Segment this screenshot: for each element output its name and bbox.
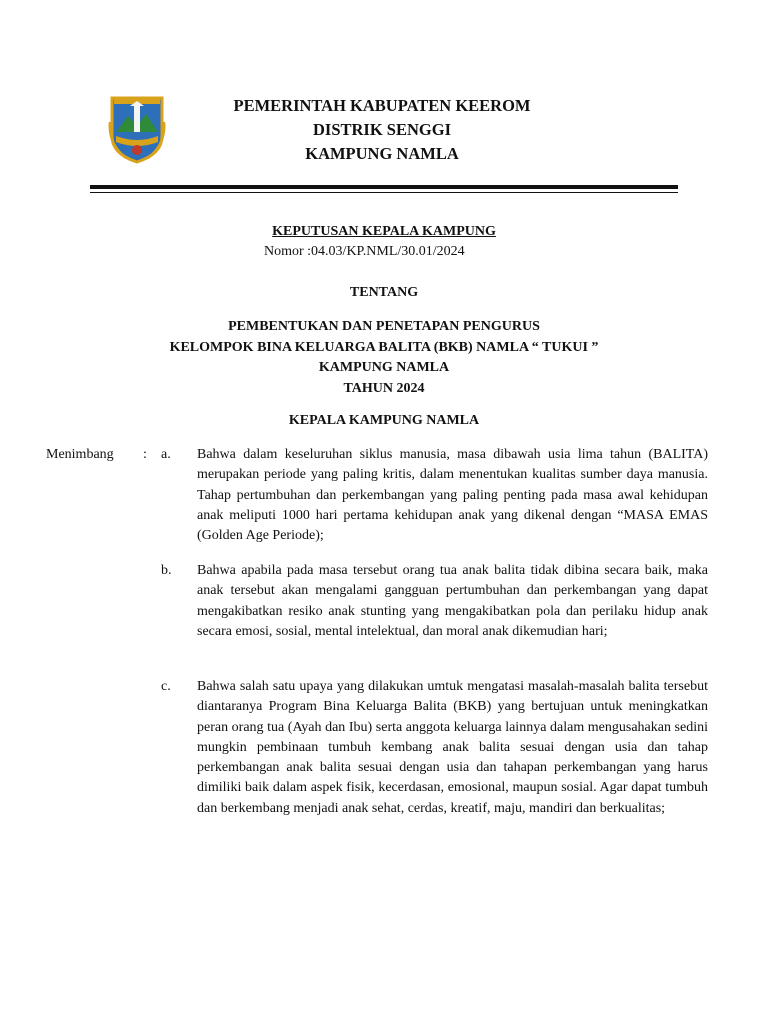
letterhead	[210, 94, 554, 166]
consideration-paragraph-a: Bahwa dalam keseluruhan siklus manusia, masa dibawah usia lima tahun (BALITA) merupakan periode yang paling kritis, dalam menentukan kualitas sumber daya manusia. Tahap pertumbuhan dan perkembangan yang paling penting pada masa awal kehidupan anak meliputi 1000 hari pertama kehidupan anak yang dikenal dengan “MASA EMAS (Golden Age Periode);	[197, 447, 708, 544]
consideration-paragraph-b: Bahwa apabila pada masa tersebut orang tua anak balita tidak dibina secara baik, maka anak tersebut akan mengalami gangguan pertumbuhan dan perkembangan yang dapat mengakibatkan resiko anak stunting yang mengakibatkan pola dan perilaku hidup anak secara emosi, sosial, mental intelektual, dan moral anak dikemudian hari;	[197, 563, 708, 639]
letterhead-district: DISTRIK SENGGI	[312, 120, 451, 139]
consideration-letter-a: a.	[161, 447, 171, 462]
consideration-paragraph-c: Bahwa salah satu upaya yang dilakukan umtuk mengatasi masalah-masalah balita tersebut diantaranya Program Bina Keluarga Balita (BKB) yang bertujuan untuk meningkatkan peran orang tua (Ayah dan Ibu) serta anggota keluarga lainnya dalam mengusahakan sedini mungkin pembinaan tumbuh kembang anak balita sesuai dengan usia dan tahap perkembangan anak balita sesuai dengan usia dan tahapan perkembangan yang harus dimiliki baik dalam aspek fisik, kecerdasan, emosional, maupun sosial. Agar dapat tumbuh dan berkembang menjadi anak sehat, cerdas, kreatif, maju, mandiri dan berkualitas;	[197, 679, 708, 816]
letterhead-divider-thin	[90, 192, 678, 193]
letterhead-government: PEMERINTAH KABUPATEN KEEROM	[233, 96, 531, 115]
consideration-letter-c: c.	[161, 679, 171, 694]
decree-title	[0, 224, 768, 240]
decree-subject-line: KELOMPOK BINA KELUARGA BALITA (BKB) NAMLA “ TUKUI ”	[169, 339, 599, 355]
considering-colon: :	[143, 447, 147, 462]
letterhead-village: KAMPUNG NAMLA	[305, 144, 459, 163]
keerom-regency-crest-icon	[108, 92, 166, 166]
considering-label: Menimbang	[46, 447, 114, 462]
decree-subject-line: PEMBENTUKAN DAN PENETAPAN PENGURUS	[228, 319, 540, 334]
decree-number: Nomor :04.03/KP.NML/30.01/2024	[264, 244, 465, 259]
decree-about-heading: TENTANG	[349, 285, 419, 300]
consideration-letter-b: b.	[161, 563, 172, 578]
decree-issuer: KEPALA KAMPUNG NAMLA	[288, 413, 480, 428]
decree-subject-line: KAMPUNG NAMLA	[318, 360, 450, 375]
letterhead-divider-thick	[90, 185, 678, 189]
decree-subject	[0, 317, 768, 399]
decree-subject-line: TAHUN 2024	[343, 380, 425, 396]
decree-title-text: KEPUTUSAN KEPALA KAMPUNG	[272, 224, 496, 239]
